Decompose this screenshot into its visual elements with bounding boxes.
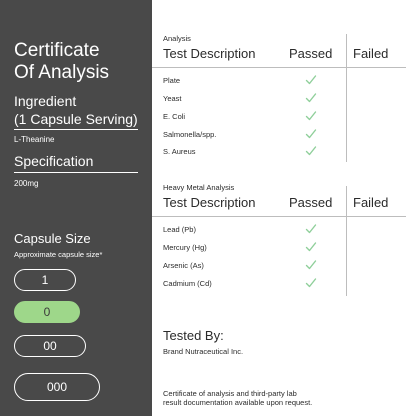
check-icon [305, 223, 317, 235]
check-icon [305, 259, 317, 271]
heavy-metal-row-label: Lead (Pb) [163, 225, 196, 234]
analysis-header-divider [152, 67, 406, 68]
certificate-title-line1: Certificate [14, 40, 100, 61]
capsule-size-heading: Capsule Size [14, 231, 91, 246]
heavy-metal-col-passed: Passed [289, 195, 333, 210]
heavy-metal-col-failed: Failed [353, 195, 389, 210]
check-icon [305, 92, 317, 104]
analysis-row-label: E. Coli [163, 112, 186, 121]
specification-value: 200mg [14, 179, 39, 188]
capsule-size-subheading: Approximate capsule size* [14, 250, 103, 259]
analysis-row-label: S. Aureus [163, 147, 196, 156]
analysis-section-label: Analysis [163, 34, 191, 43]
heavy-metal-row-label: Mercury (Hg) [163, 243, 207, 252]
analysis-row-label: Yeast [163, 94, 182, 103]
left-panel [0, 0, 152, 416]
certificate-title [14, 40, 109, 84]
check-icon [305, 128, 317, 140]
check-icon [305, 145, 317, 157]
check-icon [305, 277, 317, 289]
ingredient-divider [14, 129, 138, 130]
capsule-size-option-0[interactable]: 0 [14, 301, 80, 323]
heavy-metal-section-label: Heavy Metal Analysis [163, 183, 235, 192]
footnote-line1: Certificate of analysis and third-party lab [163, 389, 297, 398]
ingredient-heading [14, 92, 138, 128]
tested-by-heading: Tested By: [163, 328, 224, 343]
analysis-row-label: Salmonella/spp. [163, 130, 217, 139]
heavy-metal-col-test: Test Description [163, 195, 256, 210]
ingredient-heading-line1: Ingredient [14, 93, 77, 109]
capsule-size-option-1[interactable]: 1 [14, 269, 76, 291]
analysis-col-failed: Failed [353, 46, 389, 61]
capsule-size-option-000[interactable]: 000 [14, 373, 100, 401]
footnote-line2: result documentation available upon request. [163, 398, 313, 407]
check-icon [305, 241, 317, 253]
heavy-metal-row-label: Arsenic (As) [163, 261, 204, 270]
analysis-column-divider [346, 34, 347, 162]
specification-divider [14, 172, 138, 173]
heavy-metal-column-divider [346, 186, 347, 296]
heavy-metal-row-label: Cadmium (Cd) [163, 279, 212, 288]
footnote [163, 389, 363, 407]
ingredient-heading-line2: (1 Capsule Serving) [14, 111, 138, 127]
right-panel [152, 0, 416, 416]
specification-heading: Specification [14, 153, 94, 169]
certificate-title-line2: Of Analysis [14, 62, 110, 83]
analysis-col-passed: Passed [289, 46, 333, 61]
check-icon [305, 110, 317, 122]
analysis-row-label: Plate [163, 76, 181, 85]
ingredient-value: L-Theanine [14, 135, 55, 144]
heavy-metal-header-divider [152, 216, 406, 217]
analysis-col-test: Test Description [163, 46, 256, 61]
tested-by-name: Brand Nutraceutical Inc. [163, 347, 244, 356]
capsule-size-option-00[interactable]: 00 [14, 335, 86, 357]
check-icon [305, 74, 317, 86]
